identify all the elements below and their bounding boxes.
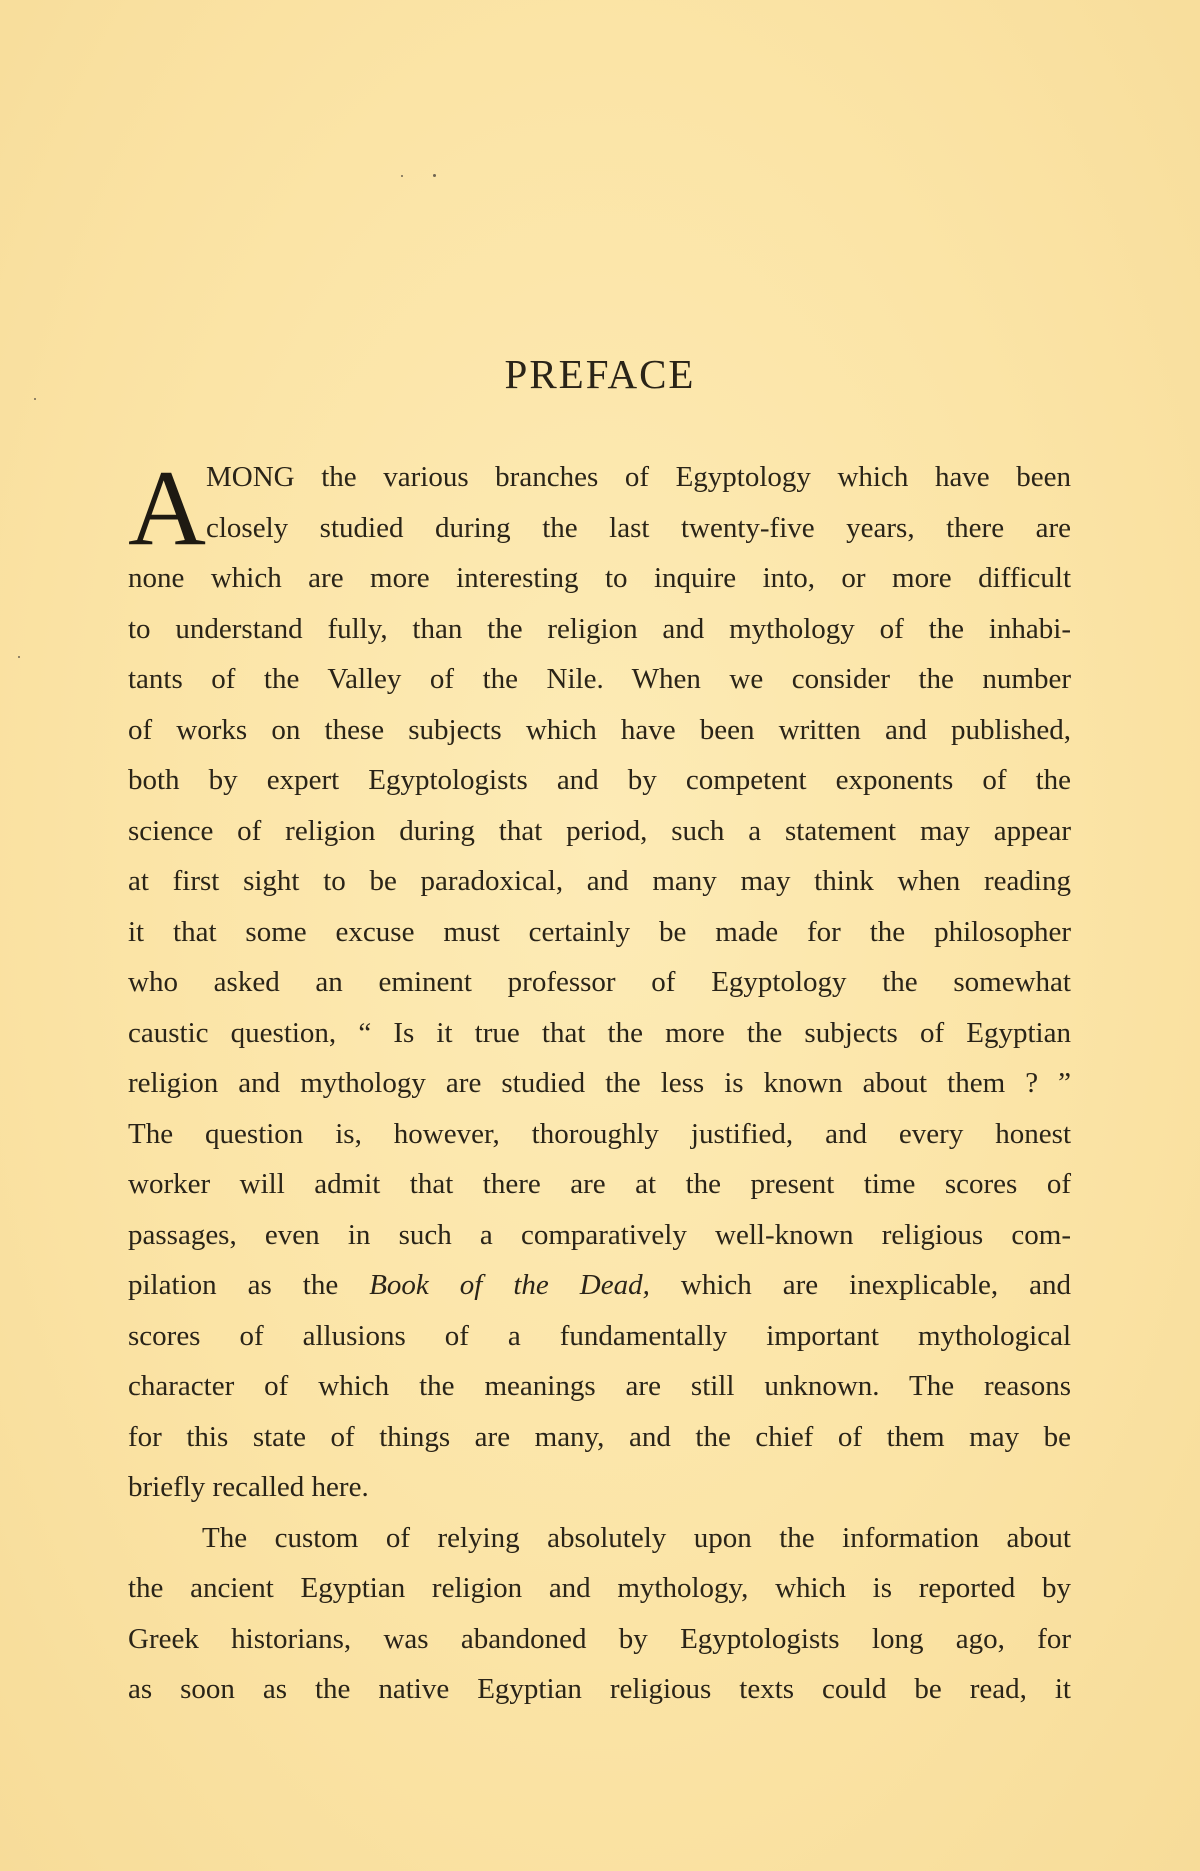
text-line: briefly recalled here. <box>128 1471 369 1503</box>
text-line: pilation as the Book of the Dead, which are inexplicable, and <box>128 1269 1072 1301</box>
text-line: passages, even in such a comparatively well-known religious com- <box>128 1218 1071 1251</box>
text-line: Greek historians, was abandoned by Egyptologists long ago, for <box>128 1622 1071 1655</box>
paragraph <box>128 449 1072 1513</box>
text-line: who asked an eminent professor of Egyptology the somewhat <box>128 966 1071 998</box>
body-text <box>128 449 1072 1715</box>
drop-cap: A <box>128 449 206 568</box>
text-line: tants of the Valley of the Nile. When we consider the number <box>128 663 1071 695</box>
text-line: science of religion during that period, such a statement may appear <box>128 814 1071 847</box>
speck-mark <box>34 398 36 400</box>
text-line: The custom of relying absolutely upon the information about <box>202 1521 1071 1554</box>
paragraph <box>128 1513 1071 1715</box>
text-line: the ancient Egyptian religion and mythology, which is reported by <box>128 1572 1071 1604</box>
text-line: scores of allusions of a fundamentally important mythological <box>128 1319 1071 1352</box>
first-word: MONG <box>206 461 295 493</box>
text-line: to understand fully, than the religion and mythology of the inhabi- <box>128 612 1071 645</box>
text-line: of works on these subjects which have been written and published, <box>128 713 1071 746</box>
text-line: for this state of things are many, and the chief of them may be <box>128 1420 1071 1453</box>
text-line: religion and mythology are studied the less is known about them ? ” <box>128 1067 1071 1099</box>
text-line: caustic question, “ Is it true that the more the subjects of Egyptian <box>128 1016 1071 1049</box>
text-line: it that some excuse must certainly be made for the philosopher <box>128 915 1071 948</box>
text-line: worker will admit that there are at the present time scores of <box>128 1168 1071 1200</box>
text-line: at first sight to be paradoxical, and many may think when reading <box>128 865 1071 897</box>
speck-mark <box>433 174 436 177</box>
text-line: character of which the meanings are still unknown. The reasons <box>128 1370 1071 1402</box>
text-line: both by expert Egyptologists and by competent exponents of the <box>128 764 1071 796</box>
speck-mark <box>18 656 20 658</box>
text-line: The question is, however, thoroughly justified, and every honest <box>128 1117 1071 1150</box>
page-title: PREFACE <box>504 351 696 397</box>
text-line: as soon as the native Egyptian religious texts could be read, it <box>128 1673 1071 1705</box>
book-title: Book of the Dead, <box>369 1269 650 1301</box>
text-line: none which are more interesting to inquire into, or more difficult <box>128 562 1071 594</box>
speck-mark <box>401 175 403 177</box>
text-line: closely studied during the last twenty-five years, there are <box>206 511 1071 544</box>
text-line: MONG the various branches of Egyptology which have been <box>206 461 1072 493</box>
